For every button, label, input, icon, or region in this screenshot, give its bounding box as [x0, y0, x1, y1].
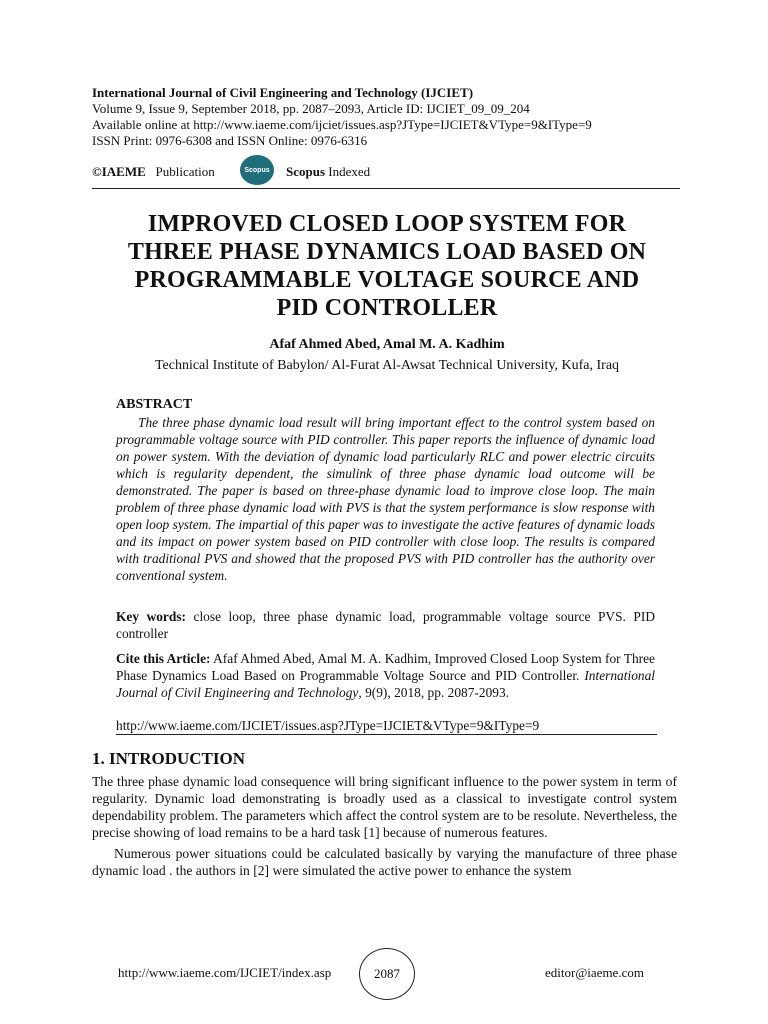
footer-email-link[interactable]: editor@iaeme.com — [545, 965, 644, 980]
keywords-label: Key words: — [116, 609, 186, 624]
scopus-logo-icon — [240, 155, 274, 185]
cite-article — [116, 650, 655, 701]
page-number-badge — [359, 948, 415, 1000]
scopus-logo-text: Scopus — [244, 166, 270, 174]
title-line: PROGRAMMABLE VOLTAGE SOURCE AND — [134, 267, 640, 293]
paper-authors: Afaf Ahmed Abed, Amal M. A. Kadhim — [269, 337, 505, 352]
journal-name: International Journal of Civil Engineering and Technology (IJCIET) — [92, 85, 474, 100]
author-affiliation: Technical Institute of Babylon/ Al-Furat Al-Awsat Technical University, Kufa, Iraq — [154, 358, 620, 373]
cite-rest: , 9(9), 2018, pp. 2087-2093. — [358, 685, 510, 700]
title-line: PID CONTROLLER — [276, 295, 498, 321]
keywords — [116, 608, 655, 642]
publication-row — [92, 155, 682, 191]
scopus-label: Scopus — [286, 164, 326, 179]
title-line: IMPROVED CLOSED LOOP SYSTEM FOR — [147, 211, 627, 237]
abstract-heading: ABSTRACT — [116, 397, 193, 412]
title-line: THREE PHASE DYNAMICS LOAD BASED ON — [127, 239, 647, 265]
introduction-paragraph: Numerous power situations could be calculated basically by varying the manufacture of three phase dynamic load . the authors in [2] were simulated the active power to enhance the system — [92, 846, 677, 878]
header-divider — [92, 188, 680, 189]
iaeme-publication — [92, 164, 215, 180]
footer-url-link[interactable]: http://www.iaeme.com/IJCIET/index.asp — [118, 965, 332, 980]
cite-divider — [116, 734, 657, 735]
journal-header — [92, 85, 682, 149]
introduction-heading: 1. INTRODUCTION — [92, 749, 246, 768]
publication-label: Publication — [155, 164, 215, 179]
available-online: Available online at http://www.iaeme.com/ijciet/issues.asp?JType=IJCIET&VType=9&IType=9 — [92, 117, 592, 132]
abstract-text: The three phase dynamic load result will bring important effect to the control system based on programmable voltage source with PID controller. This paper reports the influence of dynamic load on power system. With the deviation of dynamic load particularly RLC and power electric circuits which is regularity dependent, the simulink of three phase dynamic load outcome will be demonstrated. The paper is based on three-phase dynamic load to improve close loop. The main problem of three phase dynamic load with PVS is that the system performance is slow response with open loop system. The impartial of this paper was to investigate the active features of dynamic loads and its impact on power system based on PID controller with close loop. The results is compared with traditional PVS and showed that the proposed PVS with PID controller has the authority over conventional system. — [116, 415, 655, 583]
cite-label: Cite this Article: — [116, 651, 211, 666]
volume-info: Volume 9, Issue 9, September 2018, pp. 2087–2093, Article ID: IJCIET_09_09_204 — [92, 101, 530, 116]
cite-url-link[interactable]: http://www.iaeme.com/IJCIET/issues.asp?JType=IJCIET&VType=9&IType=9 — [116, 718, 540, 733]
page-number: 2087 — [374, 966, 400, 981]
cite-journal: International Journal of Civil Engineering and Technology — [116, 668, 655, 700]
issn-info: ISSN Print: 0976-6308 and ISSN Online: 0976-6316 — [92, 133, 368, 148]
introduction-body — [92, 773, 677, 883]
indexed-label: Indexed — [328, 164, 371, 179]
iaeme-label: ©IAEME — [92, 164, 146, 179]
keywords-text: close loop, three phase dynamic load, programmable voltage source PVS. PID controller — [116, 609, 655, 641]
cite-text: Afaf Ahmed Abed, Amal M. A. Kadhim, Improved Closed Loop System for Three Phase Dynamics Load Based on Programmable Voltage Source and PID Controller. — [116, 651, 655, 683]
introduction-paragraph: The three phase dynamic load consequence will bring significant influence to the power system in term of regularity. Dynamic load demonstrating is broadly used as a classical to investigate control system dependability problem. The parameters which affect the control system are to be resolute. Nevertheless, the precise showing of load remains to be a hard task [1] because of numerous features. — [92, 774, 677, 840]
scopus-indexed — [286, 164, 370, 180]
paper-title — [92, 210, 682, 322]
